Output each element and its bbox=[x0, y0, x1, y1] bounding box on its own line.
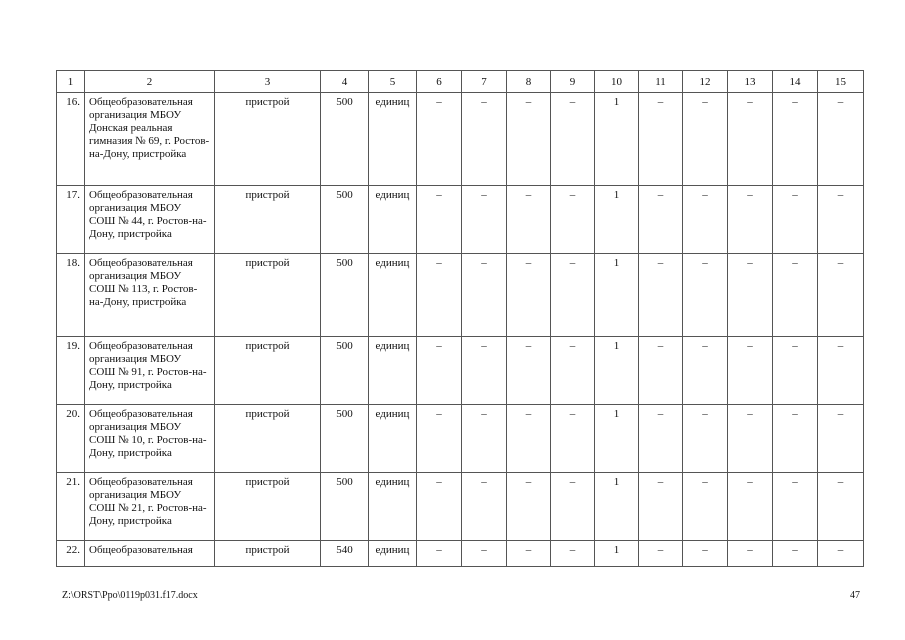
header-cell: 9 bbox=[551, 71, 595, 93]
header-cell: 12 bbox=[683, 71, 728, 93]
value-cell-c7: – bbox=[462, 93, 507, 186]
header-cell: 6 bbox=[417, 71, 462, 93]
construction-type-cell: пристрой bbox=[215, 541, 321, 567]
value-cell-c9: – bbox=[551, 541, 595, 567]
header-cell: 2 bbox=[85, 71, 215, 93]
table-row bbox=[57, 254, 864, 337]
value-cell-c8: – bbox=[507, 186, 551, 254]
value-cell-c9: – bbox=[551, 254, 595, 337]
row-number-cell: 18. bbox=[57, 254, 85, 337]
value-cell-c10: 1 bbox=[595, 473, 639, 541]
value-cell-c10: 1 bbox=[595, 186, 639, 254]
value-cell-c15: – bbox=[818, 254, 864, 337]
value-cell-c7: – bbox=[462, 254, 507, 337]
value-cell-c7: – bbox=[462, 473, 507, 541]
table-row bbox=[57, 405, 864, 473]
value-cell-c13: – bbox=[728, 473, 773, 541]
capacity-cell: 500 bbox=[321, 473, 369, 541]
construction-type-cell: пристрой bbox=[215, 254, 321, 337]
value-cell-c11: – bbox=[639, 254, 683, 337]
value-cell-c13: – bbox=[728, 186, 773, 254]
value-cell-c12: – bbox=[683, 254, 728, 337]
value-cell-c13: – bbox=[728, 254, 773, 337]
header-cell: 10 bbox=[595, 71, 639, 93]
value-cell-c7: – bbox=[462, 405, 507, 473]
unit-cell: единиц bbox=[369, 254, 417, 337]
value-cell-c6: – bbox=[417, 541, 462, 567]
capacity-cell: 500 bbox=[321, 405, 369, 473]
value-cell-c14: – bbox=[773, 337, 818, 405]
value-cell-c6: – bbox=[417, 473, 462, 541]
table-row bbox=[57, 473, 864, 541]
value-cell-c10: 1 bbox=[595, 541, 639, 567]
unit-cell: единиц bbox=[369, 541, 417, 567]
value-cell-c12: – bbox=[683, 473, 728, 541]
construction-type-cell: пристрой bbox=[215, 405, 321, 473]
value-cell-c12: – bbox=[683, 405, 728, 473]
header-cell: 5 bbox=[369, 71, 417, 93]
value-cell-c8: – bbox=[507, 405, 551, 473]
data-table bbox=[56, 70, 864, 567]
object-name-cell: Общеобразовательная организация МБОУ СОШ № 44, г. Ростов-на-Дону, пристройка bbox=[85, 186, 215, 254]
value-cell-c9: – bbox=[551, 405, 595, 473]
value-cell-c13: – bbox=[728, 337, 773, 405]
table-body bbox=[57, 71, 864, 567]
value-cell-c8: – bbox=[507, 473, 551, 541]
value-cell-c9: – bbox=[551, 473, 595, 541]
value-cell-c12: – bbox=[683, 541, 728, 567]
value-cell-c11: – bbox=[639, 473, 683, 541]
table-row bbox=[57, 541, 864, 567]
value-cell-c10: 1 bbox=[595, 405, 639, 473]
header-cell: 1 bbox=[57, 71, 85, 93]
header-cell: 11 bbox=[639, 71, 683, 93]
value-cell-c14: – bbox=[773, 186, 818, 254]
unit-cell: единиц bbox=[369, 337, 417, 405]
object-name-cell: Общеобразовательная организация МБОУ Донская реальная гимназия № 69, г. Ростов-на-Дону, пристройка bbox=[85, 93, 215, 186]
header-cell: 4 bbox=[321, 71, 369, 93]
value-cell-c15: – bbox=[818, 186, 864, 254]
value-cell-c9: – bbox=[551, 337, 595, 405]
table-row bbox=[57, 186, 864, 254]
value-cell-c11: – bbox=[639, 186, 683, 254]
value-cell-c13: – bbox=[728, 93, 773, 186]
value-cell-c11: – bbox=[639, 405, 683, 473]
value-cell-c14: – bbox=[773, 541, 818, 567]
value-cell-c11: – bbox=[639, 93, 683, 186]
value-cell-c6: – bbox=[417, 337, 462, 405]
value-cell-c14: – bbox=[773, 405, 818, 473]
value-cell-c12: – bbox=[683, 186, 728, 254]
object-name-cell: Общеобразовательная организация МБОУ СОШ № 21, г. Ростов-на-Дону, пристройка bbox=[85, 473, 215, 541]
unit-cell: единиц bbox=[369, 93, 417, 186]
construction-type-cell: пристрой bbox=[215, 337, 321, 405]
construction-type-cell: пристрой bbox=[215, 186, 321, 254]
value-cell-c13: – bbox=[728, 541, 773, 567]
value-cell-c12: – bbox=[683, 337, 728, 405]
value-cell-c15: – bbox=[818, 337, 864, 405]
value-cell-c6: – bbox=[417, 93, 462, 186]
capacity-cell: 500 bbox=[321, 337, 369, 405]
value-cell-c11: – bbox=[639, 337, 683, 405]
capacity-cell: 500 bbox=[321, 93, 369, 186]
row-number-cell: 20. bbox=[57, 405, 85, 473]
capacity-cell: 500 bbox=[321, 186, 369, 254]
table-header-row bbox=[57, 71, 864, 93]
row-number-cell: 21. bbox=[57, 473, 85, 541]
footer-page-number: 47 bbox=[850, 590, 860, 601]
value-cell-c7: – bbox=[462, 186, 507, 254]
capacity-cell: 540 bbox=[321, 541, 369, 567]
value-cell-c6: – bbox=[417, 254, 462, 337]
unit-cell: единиц bbox=[369, 186, 417, 254]
value-cell-c11: – bbox=[639, 541, 683, 567]
value-cell-c7: – bbox=[462, 541, 507, 567]
object-name-cell: Общеобразовательная bbox=[85, 541, 215, 567]
value-cell-c14: – bbox=[773, 93, 818, 186]
value-cell-c9: – bbox=[551, 186, 595, 254]
value-cell-c10: 1 bbox=[595, 337, 639, 405]
construction-type-cell: пристрой bbox=[215, 473, 321, 541]
value-cell-c13: – bbox=[728, 405, 773, 473]
capacity-cell: 500 bbox=[321, 254, 369, 337]
value-cell-c8: – bbox=[507, 337, 551, 405]
row-number-cell: 19. bbox=[57, 337, 85, 405]
value-cell-c15: – bbox=[818, 541, 864, 567]
value-cell-c10: 1 bbox=[595, 93, 639, 186]
object-name-cell: Общеобразовательная организация МБОУ СОШ № 10, г. Ростов-на-Дону, пристройка bbox=[85, 405, 215, 473]
value-cell-c9: – bbox=[551, 93, 595, 186]
value-cell-c6: – bbox=[417, 405, 462, 473]
value-cell-c8: – bbox=[507, 93, 551, 186]
table-row bbox=[57, 337, 864, 405]
header-cell: 3 bbox=[215, 71, 321, 93]
row-number-cell: 22. bbox=[57, 541, 85, 567]
value-cell-c15: – bbox=[818, 405, 864, 473]
object-name-cell: Общеобразовательная организация МБОУ СОШ № 91, г. Ростов-на-Дону, пристройка bbox=[85, 337, 215, 405]
footer-file-path: Z:\ORST\Ppo\0119p031.f17.docx bbox=[62, 590, 198, 601]
object-name-cell: Общеобразовательная организация МБОУ СОШ № 113, г. Ростов-на-Дону, пристройка bbox=[85, 254, 215, 337]
value-cell-c15: – bbox=[818, 93, 864, 186]
header-cell: 13 bbox=[728, 71, 773, 93]
row-number-cell: 17. bbox=[57, 186, 85, 254]
value-cell-c14: – bbox=[773, 473, 818, 541]
value-cell-c14: – bbox=[773, 254, 818, 337]
header-cell: 7 bbox=[462, 71, 507, 93]
value-cell-c12: – bbox=[683, 93, 728, 186]
header-cell: 15 bbox=[818, 71, 864, 93]
unit-cell: единиц bbox=[369, 473, 417, 541]
unit-cell: единиц bbox=[369, 405, 417, 473]
value-cell-c8: – bbox=[507, 254, 551, 337]
construction-type-cell: пристрой bbox=[215, 93, 321, 186]
value-cell-c15: – bbox=[818, 473, 864, 541]
table-row bbox=[57, 93, 864, 186]
value-cell-c10: 1 bbox=[595, 254, 639, 337]
row-number-cell: 16. bbox=[57, 93, 85, 186]
value-cell-c6: – bbox=[417, 186, 462, 254]
header-cell: 8 bbox=[507, 71, 551, 93]
header-cell: 14 bbox=[773, 71, 818, 93]
value-cell-c8: – bbox=[507, 541, 551, 567]
value-cell-c7: – bbox=[462, 337, 507, 405]
